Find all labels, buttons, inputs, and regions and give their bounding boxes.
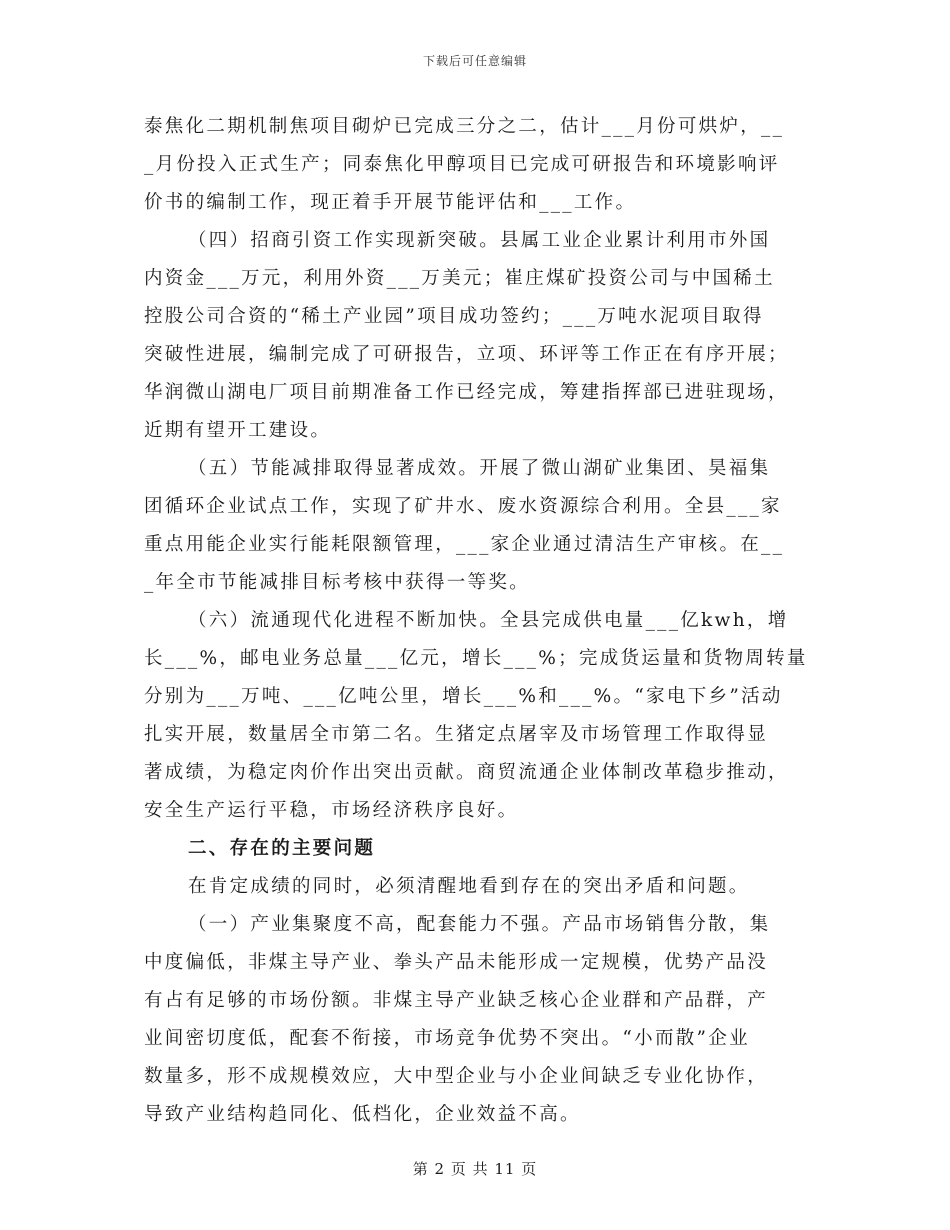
text-line: 华润微山湖电厂项目前期准备工作已经完成，筹建指挥部已进驻现场，: [144, 382, 789, 403]
text-line: 导致产业结构趋同化、低档化，企业效益不高。: [144, 1104, 581, 1125]
text-line: 长___%，邮电业务总量___亿元，增长___%；完成货运量和货物周转量: [144, 648, 808, 669]
text-line: 中度偏低，非煤主导产业、拳头产品未能形成一定规模，优势产品没: [144, 952, 769, 973]
text-line: 泰焦化二期机制焦项目砌炉已完成三分之二，估计___月份可烘炉，__: [144, 116, 785, 137]
text-line: （一）产业集聚度不高，配套能力不强。产品市场销售分散，集: [188, 914, 771, 935]
text-line: （五）节能减排取得显著成效。开展了微山湖矿业集团、昊福集: [188, 458, 771, 479]
text-line: 在肯定成绩的同时，必须清醒地看到存在的突出矛盾和问题。: [188, 876, 750, 897]
text-line: 控股公司合资的“稀土产业园”项目成功签约；___万吨水泥项目取得: [144, 306, 764, 327]
page-footer: 第 2 页 共 11 页: [412, 1160, 538, 1178]
text-line: _月份投入正式生产；同泰焦化甲醇项目已完成可研报告和环境影响评: [144, 154, 780, 175]
text-line: 重点用能企业实行能耗限额管理，___家企业通过清洁生产审核。在__: [144, 534, 785, 555]
text-line: _年全市节能减排目标考核中获得一等奖。: [144, 572, 530, 593]
text-line: 分别为___万吨、___亿吨公里，增长___%和___%。“家电下乡”活动: [144, 686, 783, 707]
text-line: 著成绩，为稳定肉价作出突出贡献。商贸流通企业体制改革稳步推动，: [144, 762, 789, 783]
text-line: （六）流通现代化进程不断加快。全县完成供电量___亿kwh，增: [188, 610, 789, 631]
text-line: 数量多，形不成规模效应，大中型企业与小企业间缺乏专业化协作，: [144, 1066, 769, 1087]
text-line: （四）招商引资工作实现新突破。县属工业企业累计利用市外国: [188, 230, 771, 251]
section-heading: 二、存在的主要问题: [188, 838, 376, 859]
text-line: 价书的编制工作，现正着手开展节能评估和___工作。: [144, 192, 637, 213]
text-line: 内资金___万元，利用外资___万美元；崔庄煤矿投资公司与中国稀土: [144, 268, 775, 289]
text-line: 有占有足够的市场份额。非煤主导产业缺乏核心企业群和产品群，产: [144, 990, 769, 1011]
document-body: [144, 108, 806, 1134]
text-line: 安全生产运行平稳，市场经济秩序良好。: [144, 800, 519, 821]
text-line: 扎实开展，数量居全市第二名。生猪定点屠宰及市场管理工作取得显: [144, 724, 769, 745]
text-line: 团循环企业试点工作，实现了矿井水、废水资源综合利用。全县___家: [144, 496, 782, 517]
page-header: 下载后可任意编辑: [422, 54, 527, 68]
text-line: 近期有望开工建设。: [144, 420, 332, 441]
text-line: 突破性进展，编制完成了可研报告，立项、环评等工作正在有序开展；: [144, 344, 789, 365]
text-line: 业间密切度低，配套不衔接，市场竞争优势不突出。“小而散”企业: [144, 1028, 750, 1049]
